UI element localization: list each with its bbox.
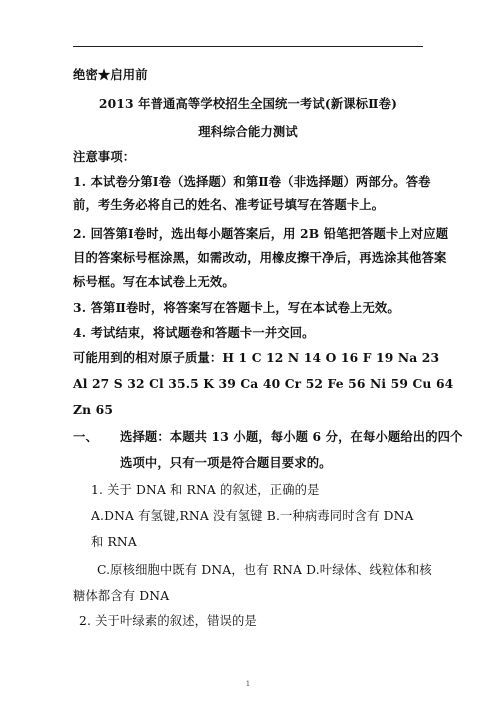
question-option: 和 RNA	[91, 535, 137, 549]
page-number: 1	[245, 680, 251, 688]
exam-title: 2013 年普通高等学校招生全国统一考试(新课标Ⅱ卷)	[98, 96, 398, 111]
notice-line: 前，考生务必将自己的姓名、准考证号填写在答题卡上。	[73, 197, 385, 212]
notice-line: 4. 考试结束，将试题卷和答题卡一并交回。	[73, 325, 315, 340]
question-stem: 1. 关于 DNA 和 RNA 的叙述，正确的是	[91, 483, 320, 497]
question-option: A.DNA 有氢键,RNA 没有氢键 B.一种病毒同时含有 DNA	[91, 509, 414, 523]
header-rule	[73, 46, 423, 47]
notice-line: 标号框。写在本试卷上无效。	[73, 274, 235, 289]
secret-label: 绝密★启用前	[73, 67, 148, 82]
atomic-mass-line: Al 27 S 32 Cl 35.5 K 39 Ca 40 Cr 52 Fe 56 Ni 59 Cu 64	[73, 376, 454, 391]
atomic-mass-line: 可能用到的相对原子质量：H 1 C 12 N 14 O 16 F 19 Na 23	[73, 350, 440, 365]
section-number: 一、	[73, 429, 98, 444]
atomic-mass-line: Zn 65	[73, 402, 114, 417]
question-option: 糖体都含有 DNA	[73, 589, 170, 603]
notice-line: 2. 回答第Ⅰ卷时，选出每小题答案后，用 2B 铅笔把答题卡上对应题	[73, 226, 449, 241]
section-title: 选项中，只有一项是符合题目要求的。	[120, 455, 332, 470]
notice-line: 3. 答第Ⅱ卷时，将答案写在答题卡上，写在本试卷上无效。	[73, 300, 400, 315]
question-stem: 2. 关于叶绿素的叙述，错误的是	[79, 614, 257, 628]
notice-line: 1. 本试卷分第Ⅰ卷（选择题）和第Ⅱ卷（非选择题）两部分。答卷	[73, 174, 431, 189]
question-option: C.原核细胞中既有 DNA，也有 RNA D.叶绿体、线粒体和核	[97, 563, 432, 577]
subject-title: 理科综合能力测试	[198, 124, 298, 139]
notice-line: 目的答案标号框涂黑，如需改动，用橡皮擦干净后，再选涂其他答案	[73, 250, 447, 265]
notice-heading: 注意事项：	[73, 149, 136, 164]
section-title: 选择题：本题共 13 小题，每小题 6 分，在每小题给出的四个	[120, 429, 463, 444]
